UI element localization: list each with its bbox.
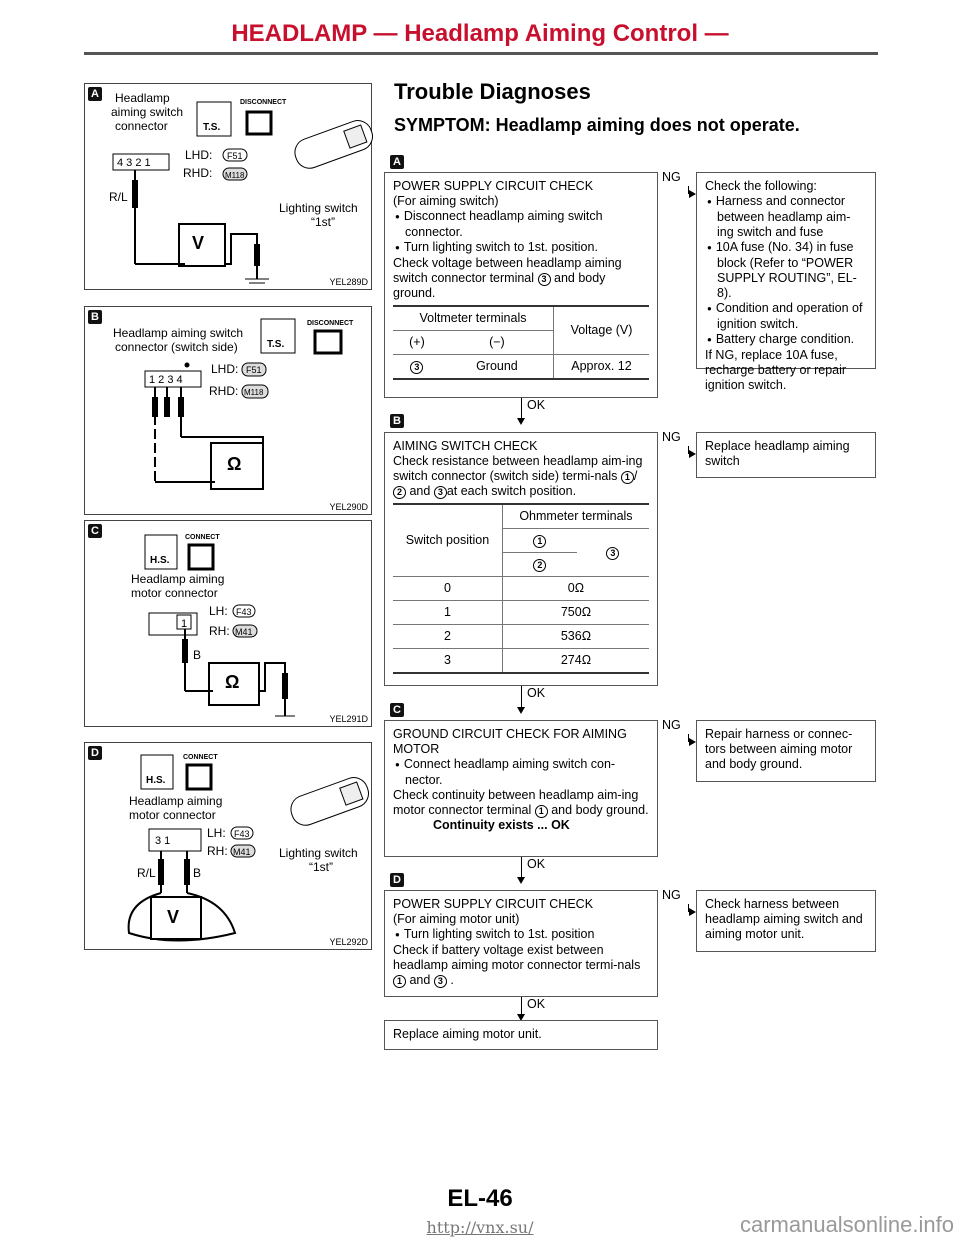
lighting-switch-icon [287, 774, 372, 830]
header-title: HEADLAMP — Headlamp Aiming Control — [231, 20, 729, 47]
svg-text:Ω: Ω [225, 672, 240, 692]
connector-icon [247, 112, 271, 134]
svg-text:T.S.: T.S. [267, 339, 285, 350]
figure-d-diagram [85, 743, 373, 951]
figure-code: YEL289D [329, 277, 368, 287]
resistance-table: Switch position Ohmmeter terminals 1 3 2 0 0Ω 1 750Ω 2 536Ω 3 274Ω [393, 503, 649, 674]
header-rule [84, 52, 878, 55]
connector-icon [189, 545, 213, 569]
page-title: Trouble Diagnoses [394, 79, 591, 104]
figure-tag: A [88, 87, 102, 101]
ok-label: OK [527, 686, 546, 700]
ng-label: NG [662, 718, 681, 732]
svg-text:LH:: LH: [207, 826, 226, 840]
connector-icon [187, 765, 211, 789]
lighting-switch-icon [291, 117, 373, 173]
svg-text:motor connector: motor connector [129, 808, 216, 822]
ng-label: NG [662, 430, 681, 444]
figure-code: YEL292D [329, 937, 368, 947]
svg-text:H.S.: H.S. [146, 775, 166, 786]
svg-text:RH:: RH: [207, 844, 228, 858]
svg-text:Lighting switch: Lighting switch [279, 201, 358, 215]
svg-text:M118: M118 [244, 388, 264, 397]
figure-b [84, 306, 372, 515]
svg-text:R/L: R/L [109, 190, 128, 204]
svg-text:Headlamp aiming: Headlamp aiming [129, 794, 223, 808]
page-number: EL-46 [447, 1185, 513, 1212]
svg-text:RHD:: RHD: [183, 166, 213, 180]
svg-text:H.S.: H.S. [150, 555, 170, 566]
svg-text:4 3 2 1: 4 3 2 1 [117, 157, 151, 169]
svg-text:B: B [193, 648, 202, 662]
svg-text:CONNECT: CONNECT [185, 534, 220, 541]
svg-text:T.S.: T.S. [203, 122, 221, 133]
ng-check-following: Check the following: ● Harness and connector between headlamp aim-ing switch and fuse ● 10A fuse (No. 34) in fuse block (Refer to “POWER SUPPLY ROUTING”, EL-8). ● Condition and operation of ignition switch. ● Battery charge condition. If NG, replace 10A fuse, recharge battery or repair ignition switch. [696, 172, 876, 369]
fig-label: connector [115, 119, 168, 133]
symptom-heading: SYMPTOM: Headlamp aiming does not operate. [394, 115, 800, 135]
step-ground-circuit: GROUND CIRCUIT CHECK FOR AIMING MOTOR ● Connect headlamp aiming switch con-nector. Check continuity between headlamp aim-ing motor connector terminal 1 and body ground. Continuity exists ... OK [384, 720, 658, 857]
ok-label: OK [527, 997, 546, 1011]
svg-text:Headlamp aiming switch: Headlamp aiming switch [113, 326, 244, 340]
svg-text:DISCONNECT: DISCONNECT [307, 320, 354, 327]
figure-c [84, 520, 372, 727]
svg-text:Headlamp aiming: Headlamp aiming [131, 572, 225, 586]
figure-tag: B [88, 310, 102, 324]
ng-replace-switch: Replace headlamp aiming switch [696, 432, 876, 478]
figure-tag: C [88, 524, 102, 538]
step-aiming-switch: AIMING SWITCH CHECK Check resistance between headlamp aim-ing switch connector (switch side) termi-nals 1 /2 and 3 at each switch position. Switch position Ohmmeter terminals 1 3 2 0 0Ω 1 750Ω 2 536Ω 3 274Ω [384, 432, 658, 686]
figure-c-diagram [85, 521, 373, 728]
svg-text:F51: F51 [227, 151, 243, 161]
svg-text:M41: M41 [235, 627, 253, 637]
ok-label: OK [527, 857, 546, 871]
ng-label: NG [662, 170, 681, 184]
svg-text:Lighting switch: Lighting switch [279, 846, 358, 860]
svg-text:R/L: R/L [137, 866, 156, 880]
site-watermark: carmanualsonline.info [739, 1212, 954, 1237]
svg-text:B: B [193, 866, 202, 880]
svg-text:M41: M41 [233, 847, 251, 857]
svg-text:1: 1 [181, 618, 188, 630]
step-tag: D [390, 873, 404, 887]
svg-text:F51: F51 [246, 365, 262, 375]
ng-repair-harness: Repair harness or connec-tors between aiming motor and body ground. [696, 720, 876, 782]
connector-icon [315, 331, 341, 353]
ng-arrow [689, 190, 696, 198]
svg-text:V: V [167, 907, 180, 927]
svg-text:F43: F43 [236, 607, 252, 617]
svg-text:F43: F43 [234, 829, 250, 839]
figure-tag: D [88, 746, 102, 760]
step-replace-motor: Replace aiming motor unit. [384, 1020, 658, 1050]
ok-label: OK [527, 398, 546, 412]
svg-text:RH:: RH: [209, 624, 230, 638]
voltage-table: Voltmeter terminals Voltage (V) (+) (−) 3 Ground Approx. 12 [393, 305, 649, 380]
fig-label: Headlamp [115, 91, 170, 105]
svg-text:“1st”: “1st” [311, 215, 335, 229]
svg-text:“1st”: “1st” [309, 860, 333, 874]
fig-label: aiming switch [111, 105, 184, 119]
figure-a-diagram [85, 84, 373, 291]
svg-text:Ω: Ω [227, 454, 242, 474]
svg-text:CONNECT: CONNECT [183, 754, 218, 761]
svg-text:LHD:: LHD: [185, 148, 213, 162]
footer-link[interactable]: http://vnx.su/ [426, 1218, 534, 1237]
figure-d [84, 742, 372, 950]
svg-text:DISCONNECT: DISCONNECT [240, 99, 287, 106]
figure-b-diagram [85, 307, 373, 516]
step-tag: C [390, 703, 404, 717]
svg-text:RHD:: RHD: [209, 384, 239, 398]
figure-a [84, 83, 372, 290]
step-tag: A [390, 155, 404, 169]
svg-text:motor connector: motor connector [131, 586, 218, 600]
ng-check-harness: Check harness between headlamp aiming switch and aiming motor unit. [696, 890, 876, 952]
svg-text:LHD:: LHD: [211, 362, 239, 376]
figure-code: YEL290D [329, 502, 368, 512]
step-power-supply-switch: POWER SUPPLY CIRCUIT CHECK (For aiming switch) ● Disconnect headlamp aiming switch connector. ● Turn lighting switch to 1st. position. Check voltage between headlamp aiming switch connector terminal 3 and body ground. Voltmeter terminals Voltage (V) (+) (−) 3 Ground Approx. 12 [384, 172, 658, 398]
svg-text:LH:: LH: [209, 604, 228, 618]
svg-text:V: V [192, 233, 205, 253]
svg-text:connector (switch side): connector (switch side) [115, 340, 238, 354]
svg-text:3 1: 3 1 [155, 835, 171, 847]
svg-text:M118: M118 [225, 171, 245, 180]
ng-label: NG [662, 888, 681, 902]
figure-code: YEL291D [329, 714, 368, 724]
svg-text:1 2 3 4: 1 2 3 4 [149, 374, 183, 386]
step-tag: B [390, 414, 404, 428]
step-power-supply-motor: POWER SUPPLY CIRCUIT CHECK (For aiming motor unit) ● Turn lighting switch to 1st. position Check if battery voltage exist between headlamp aiming motor connector termi-nals 1 and 3 . [384, 890, 658, 997]
